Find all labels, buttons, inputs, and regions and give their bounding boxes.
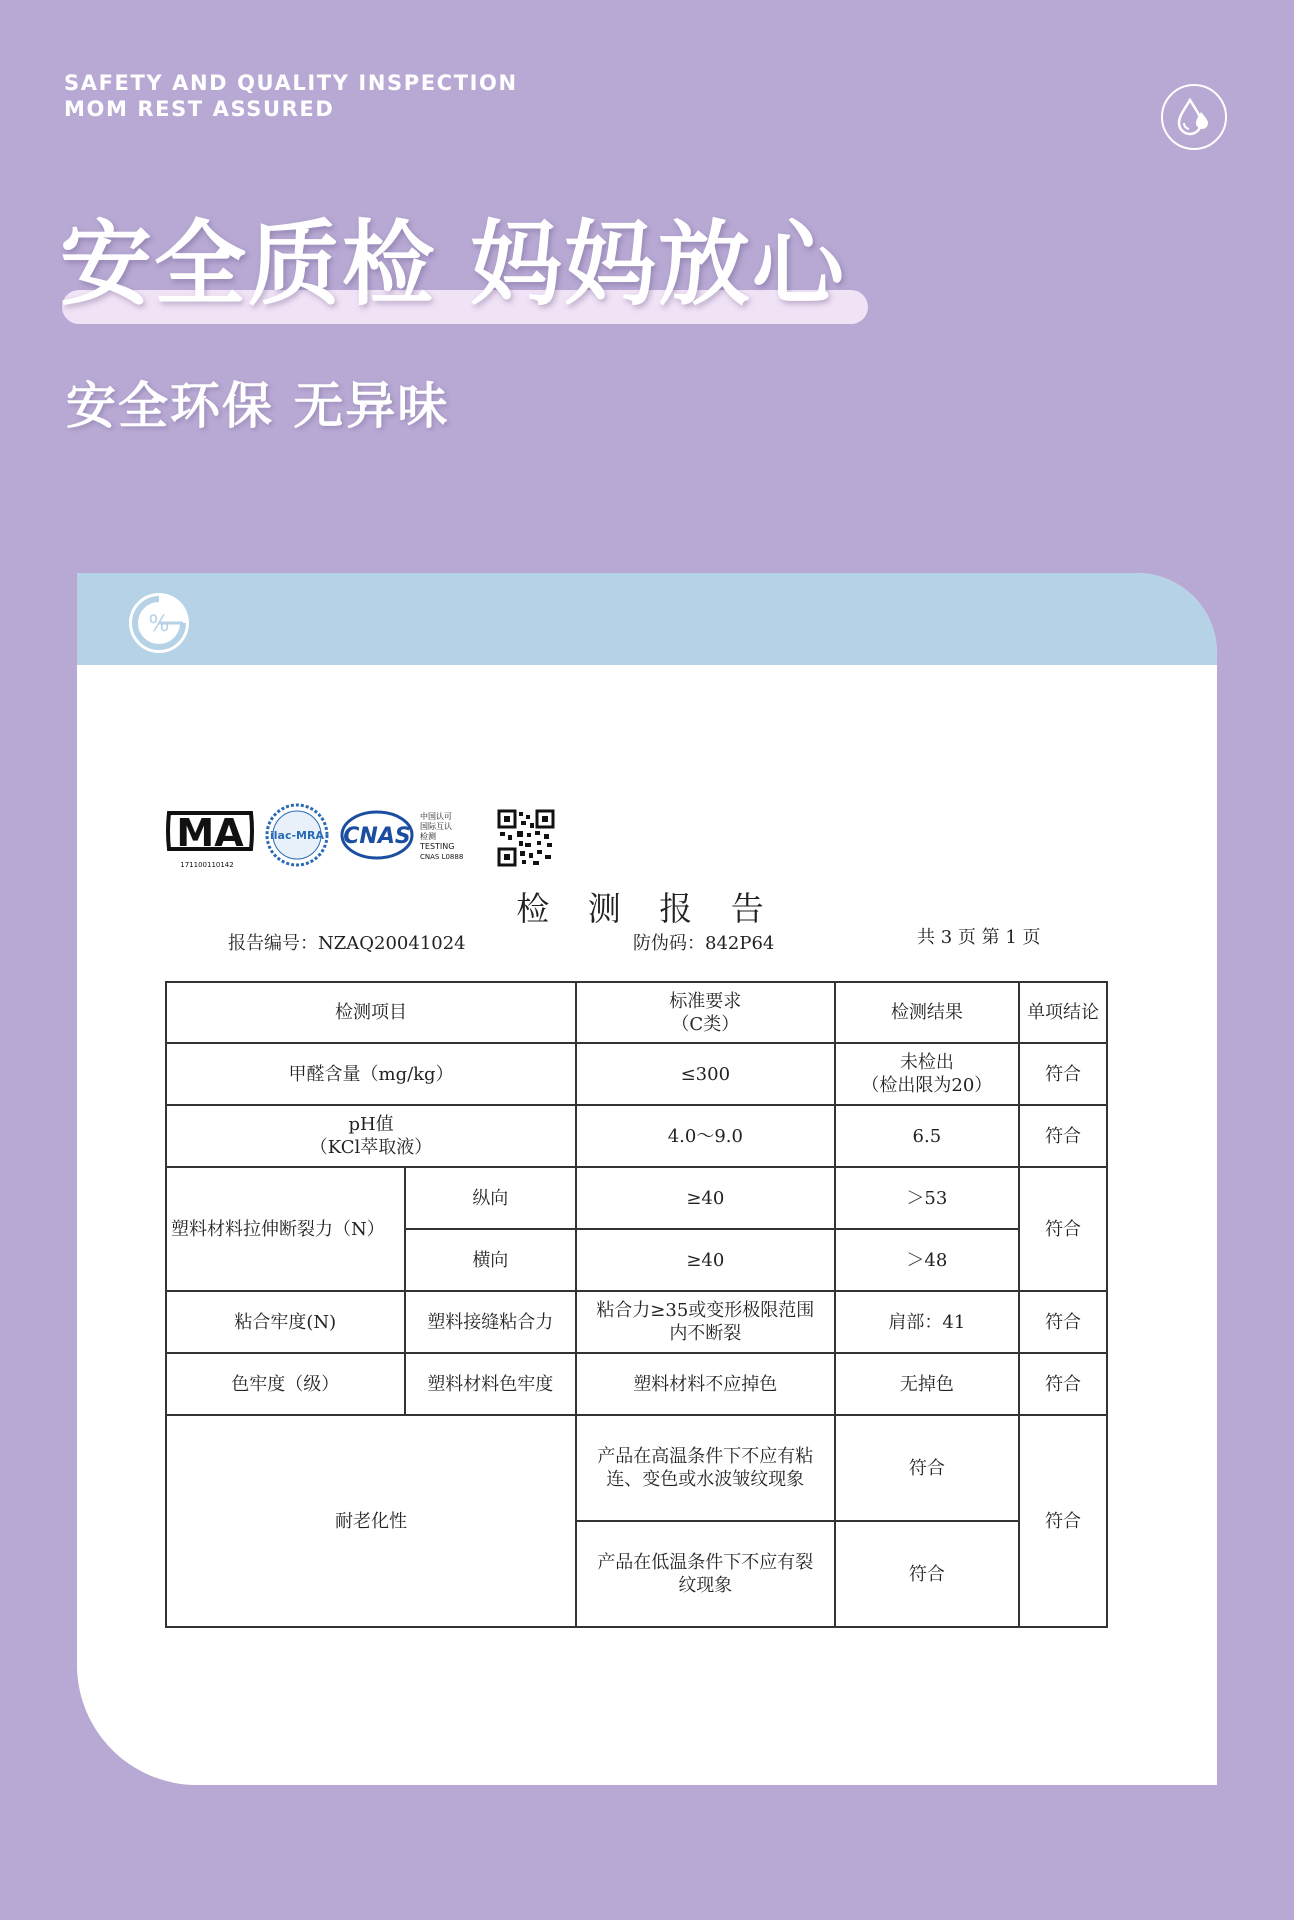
- water-drop-icon: [1161, 84, 1227, 150]
- qr-code: [497, 809, 555, 867]
- header-standard: 标准要求 （C类）: [576, 982, 834, 1043]
- page-subtitle: 安全环保 无异味: [66, 377, 450, 435]
- percent-icon: [127, 591, 191, 655]
- cma-logo: [168, 811, 252, 869]
- table-row: 产品在低温条件下不应有裂 纹现象 符合: [166, 1521, 1107, 1627]
- header-result: 检测结果: [835, 982, 1020, 1043]
- cnas-logo: [342, 811, 463, 861]
- ilac-logo: [267, 805, 327, 865]
- table-row: 塑料材料拉伸断裂力（N） 纵向 ≥40 ＞53 符合: [166, 1167, 1107, 1229]
- svg-text:国际互认: 国际互认: [420, 822, 452, 831]
- logo-strip: [165, 803, 605, 883]
- report-number: 报告编号：NZAQ20041024: [228, 933, 466, 954]
- header-conclusion: 单项结论: [1019, 982, 1107, 1043]
- certification-logos: [165, 803, 605, 883]
- card-header-band: [77, 573, 1217, 665]
- cma-number: 171100110142: [180, 861, 234, 869]
- table-row: 耐老化性 产品在高温条件下不应有粘 连、变色或水波皱纹现象 符合 符合: [166, 1415, 1107, 1521]
- svg-text:TESTING: TESTING: [420, 842, 455, 851]
- cma-text: MA: [176, 811, 244, 855]
- table-row: pH值 （KCl萃取液） 4.0～9.0 6.5 符合: [166, 1105, 1107, 1167]
- table-row: 横向 ≥40 ＞48: [166, 1229, 1107, 1291]
- english-header-line1: SAFETY AND QUALITY INSPECTION: [64, 71, 518, 95]
- ilac-text: ilac-MRA: [270, 829, 324, 842]
- inspection-table: [165, 981, 1108, 1628]
- header-item: 检测项目: [166, 982, 576, 1043]
- page-info: 共 3 页 第 1 页: [917, 927, 1041, 948]
- svg-text:检测: 检测: [420, 832, 436, 841]
- report-card: [77, 573, 1217, 1785]
- anti-fake-code: 防伪码：842P64: [633, 933, 775, 954]
- table-row: 粘合牢度(N) 塑料接缝粘合力 粘合力≥35或变形极限范围 内不断裂 肩部：41 符合: [166, 1291, 1107, 1353]
- report-title: 检 测 报 告: [516, 889, 778, 928]
- table-header-row: [166, 982, 1107, 1043]
- english-header: [64, 70, 518, 122]
- svg-text:CNAS L0888: CNAS L0888: [420, 853, 464, 861]
- title-block: [60, 210, 870, 325]
- cnas-text: CNAS: [343, 824, 411, 849]
- svg-text:中国认可: 中国认可: [420, 812, 452, 821]
- page-title: 安全质检 妈妈放心: [60, 211, 847, 318]
- table-row: 甲醛含量（mg/kg） ≤300 未检出 （检出限为20） 符合: [166, 1043, 1107, 1105]
- svg-text:%: %: [148, 612, 170, 637]
- english-header-line2: MOM REST ASSURED: [64, 97, 335, 121]
- table-row: 色牢度（级） 塑料材料色牢度 塑料材料不应掉色 无掉色 符合: [166, 1353, 1107, 1415]
